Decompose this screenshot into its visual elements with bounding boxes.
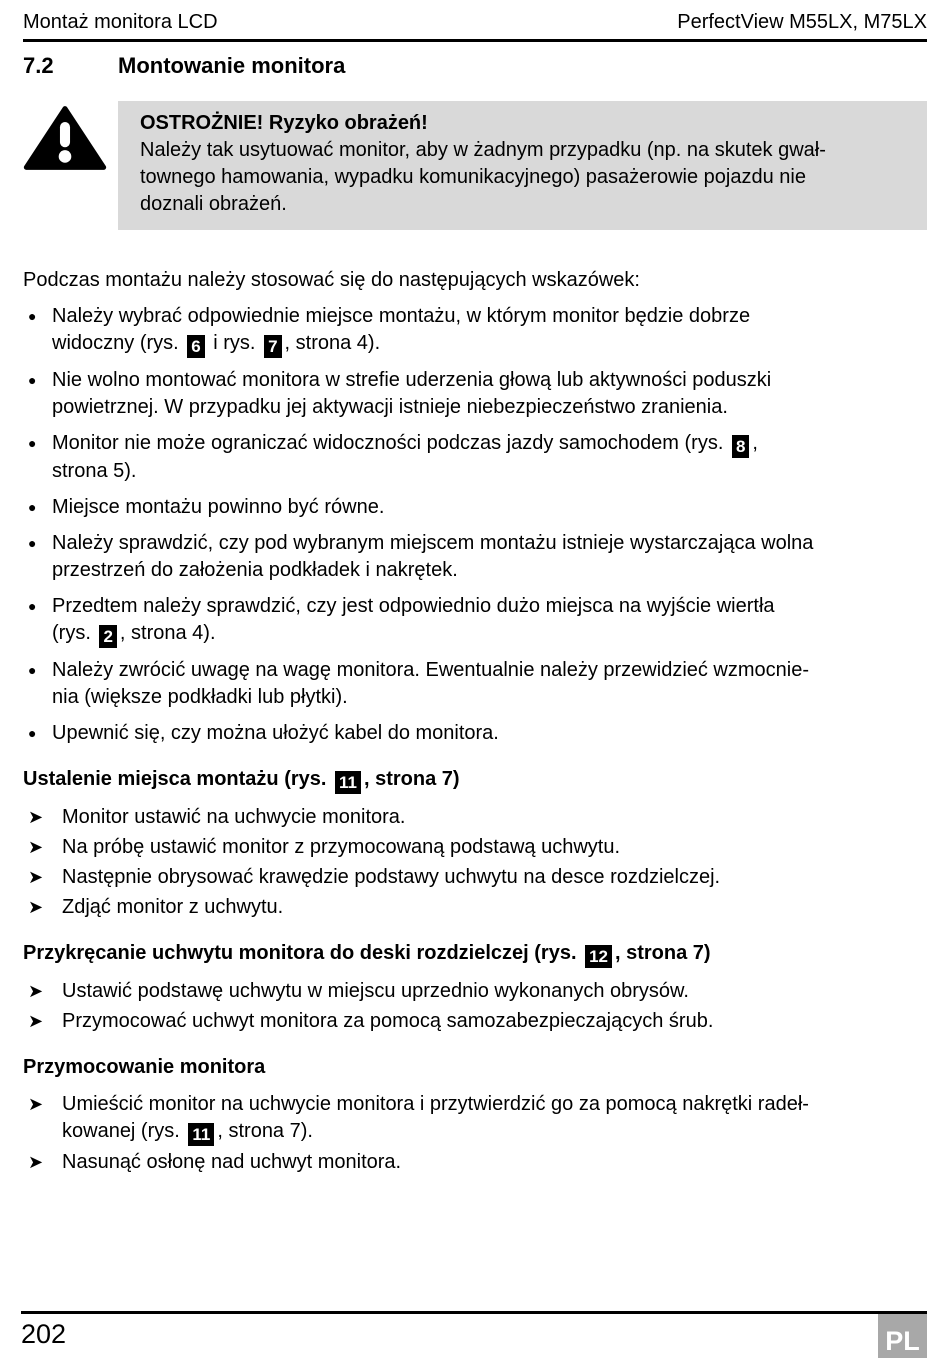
- warning-text-line: doznali obrażeń.: [140, 193, 287, 215]
- arrow-step-list: [23, 804, 927, 921]
- list-item: [23, 530, 927, 584]
- list-item: [23, 367, 927, 421]
- warning-text-line: townego hamowania, wypadku komunikacyjnego) pasażerowie pojazdu nie: [140, 166, 806, 188]
- list-item-text: Umieścić monitor na uchwycie monitora i przytwierdzić go za pomocą nakrętki radeł- kowanej (rys. 11 , strona 7).: [62, 1093, 809, 1144]
- warning-title: OSTROŻNIE! Ryzyko obrażeń!: [140, 112, 428, 134]
- list-item-text: Nasunąć osłonę nad uchwyt monitora.: [62, 1151, 402, 1173]
- list-item-text: Ustawić podstawę uchwytu w miejscu uprzednio wykonanych obrysów.: [62, 980, 689, 1002]
- list-item-text: Należy zwrócić uwagę na wagę monitora. Ewentualnie należy przewidzieć wzmocnie- nia (większe podkładki lub płytki).: [52, 659, 810, 708]
- list-item-text: Należy wybrać odpowiednie miejsce montażu, w którym monitor będzie dobrze widoczny (rys. 6 i rys. 7 , strona 4).: [52, 305, 751, 356]
- header-right-title: PerfectView M55LX, M75LX: [677, 11, 927, 33]
- language-badge: PL: [878, 1314, 927, 1358]
- list-item-text: Monitor nie może ograniczać widoczności podczas jazdy samochodem (rys. 8 , strona 5).: [52, 432, 758, 482]
- arrow-icon: ➤: [28, 897, 44, 917]
- page-number: 202: [21, 1319, 67, 1349]
- bullet-icon: ●: [28, 435, 37, 451]
- list-item: [23, 303, 927, 358]
- list-item: [23, 720, 927, 747]
- bullet-list: [23, 303, 927, 747]
- list-item-text: Nie wolno montować monitora w strefie uderzenia głową lub aktywności poduszki powietrznej. W przypadku jej aktywacji istnieje niebezpieczeństwo zranienia.: [52, 369, 772, 418]
- section-number: 7.2: [23, 53, 54, 78]
- figure-badge: 6: [187, 335, 204, 358]
- figure-badge: 11: [188, 1123, 214, 1146]
- arrow-step-list: [23, 978, 927, 1035]
- figure-badge: 7: [264, 335, 281, 358]
- subsection-heading: Ustalenie miejsca montażu (rys. 11 , strona 7): [23, 768, 460, 792]
- arrow-icon: ➤: [28, 867, 44, 887]
- arrow-icon: ➤: [28, 807, 44, 827]
- list-item: [23, 804, 927, 831]
- warning-icon-column: [23, 101, 118, 230]
- arrow-icon: ➤: [28, 1011, 44, 1031]
- list-item-text: Na próbę ustawić monitor z przymocowaną podstawą uchwytu.: [62, 836, 621, 858]
- arrow-icon: ➤: [28, 1094, 44, 1114]
- list-item: [23, 593, 927, 648]
- arrow-icon: ➤: [28, 981, 44, 1001]
- bullet-icon: ●: [28, 372, 37, 388]
- warning-triangle-icon: [23, 105, 107, 171]
- bullet-icon: ●: [28, 662, 37, 678]
- figure-badge: 2: [99, 625, 116, 648]
- list-item-text: Następnie obrysować krawędzie podstawy uchwytu na desce rozdzielczej.: [62, 866, 721, 888]
- list-item-text: Miejsce montażu powinno być równe.: [52, 496, 385, 518]
- figure-badge: 12: [585, 945, 612, 968]
- bullet-icon: ●: [28, 725, 37, 741]
- list-item-text: Zdjąć monitor z uchwytu.: [62, 896, 284, 918]
- bullet-icon: ●: [28, 499, 37, 515]
- list-item-text: Należy sprawdzić, czy pod wybranym miejscem montażu istnieje wystarczająca wolna przestrzeń do założenia podkładek i nakrętek.: [52, 532, 814, 581]
- list-item: [23, 1091, 927, 1146]
- header-rule: [23, 39, 927, 42]
- section-title: Montowanie monitora: [118, 53, 346, 78]
- footer-rule: [21, 1311, 927, 1314]
- warning-box: [118, 101, 927, 230]
- list-item: [23, 1008, 927, 1035]
- list-item-text: Przedtem należy sprawdzić, czy jest odpowiednio dużo miejsca na wyjście wiertła (rys. 2 , strona 4).: [52, 595, 775, 646]
- arrow-icon: ➤: [28, 1152, 44, 1172]
- list-item-text: Przymocować uchwyt monitora za pomocą samozabezpieczających śrub.: [62, 1010, 714, 1032]
- warning-block: [23, 101, 927, 230]
- list-item-text: Monitor ustawić na uchwycie monitora.: [62, 806, 406, 828]
- list-item: [23, 1149, 927, 1176]
- warning-text-line: Należy tak usytuować monitor, aby w żadnym przypadku (np. na skutek gwał-: [140, 139, 826, 161]
- arrow-icon: ➤: [28, 837, 44, 857]
- page-header: [23, 0, 927, 35]
- list-item: [23, 978, 927, 1005]
- list-item: [23, 864, 927, 891]
- body-content: [23, 303, 927, 1176]
- list-item: [23, 834, 927, 861]
- bullet-icon: ●: [28, 535, 37, 551]
- list-item-text: Upewnić się, czy można ułożyć kabel do monitora.: [52, 722, 499, 744]
- bullet-icon: ●: [28, 598, 37, 614]
- subsection-heading: Przymocowanie monitora: [23, 1056, 266, 1078]
- arrow-step-list: [23, 1091, 927, 1176]
- section-heading: [23, 52, 927, 80]
- intro-paragraph: Podczas montażu należy stosować się do następujących wskazówek:: [23, 269, 640, 291]
- list-item: [23, 894, 927, 921]
- figure-badge: 11: [335, 771, 361, 794]
- subsection-heading: Przykręcanie uchwytu monitora do deski rozdzielczej (rys. 12 , strona 7): [23, 942, 711, 966]
- list-item: [23, 657, 927, 711]
- list-item: [23, 494, 927, 521]
- header-left-title: Montaż monitora LCD: [23, 11, 218, 33]
- list-item: [23, 430, 927, 485]
- figure-badge: 8: [732, 435, 749, 458]
- bullet-icon: ●: [28, 308, 37, 324]
